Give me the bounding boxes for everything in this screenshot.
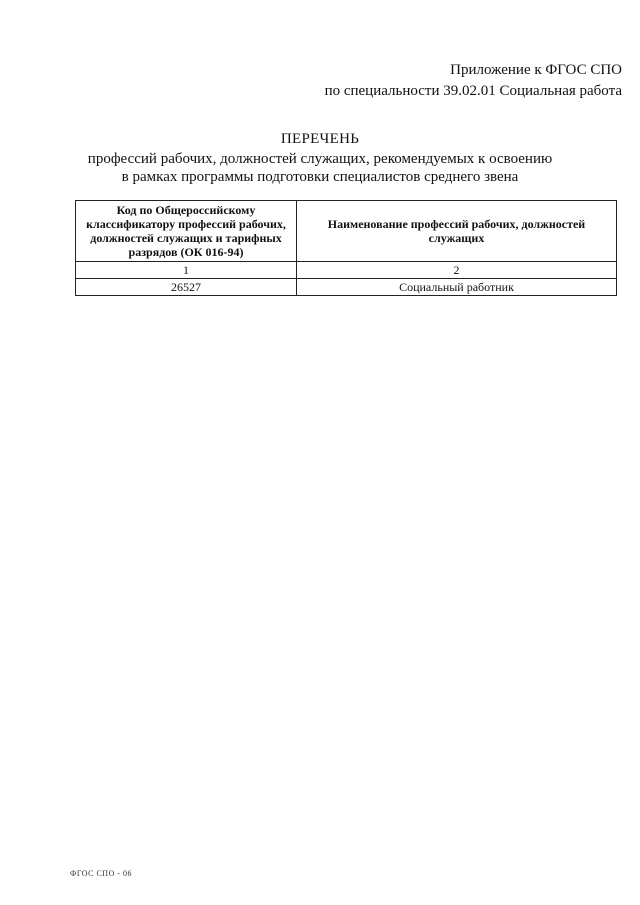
document-header <box>325 60 622 102</box>
document-title-block <box>0 130 640 186</box>
column-number-1: 1 <box>76 262 297 279</box>
appendix-line: Приложение к ФГОС СПО <box>450 62 622 78</box>
professions-table <box>75 200 617 296</box>
profession-name-cell: Социальный работник <box>297 279 617 296</box>
table-header-row <box>76 201 617 262</box>
column-header-name: Наименование профессий рабочих, должностей служащих <box>297 201 617 262</box>
specialty-line: по специальности 39.02.01 Социальная работа <box>324 83 622 99</box>
column-number-2: 2 <box>297 262 617 279</box>
table-row <box>76 279 617 296</box>
column-header-code: Код по Общероссийскому классификатору профессий рабочих, должностей служащих и тарифных разрядов (ОК 016-94) <box>76 201 297 262</box>
column-numbering-row <box>76 262 617 279</box>
title-subline-2: в рамках программы подготовки специалистов среднего звена <box>121 169 519 185</box>
title-subline-1: профессий рабочих, должностей служащих, рекомендуемых к освоению <box>87 151 553 167</box>
profession-code-cell: 26527 <box>76 279 297 296</box>
page-footer: ФГОС СПО - 06 <box>70 869 133 878</box>
document-title: ПЕРЕЧЕНЬ <box>280 131 360 147</box>
